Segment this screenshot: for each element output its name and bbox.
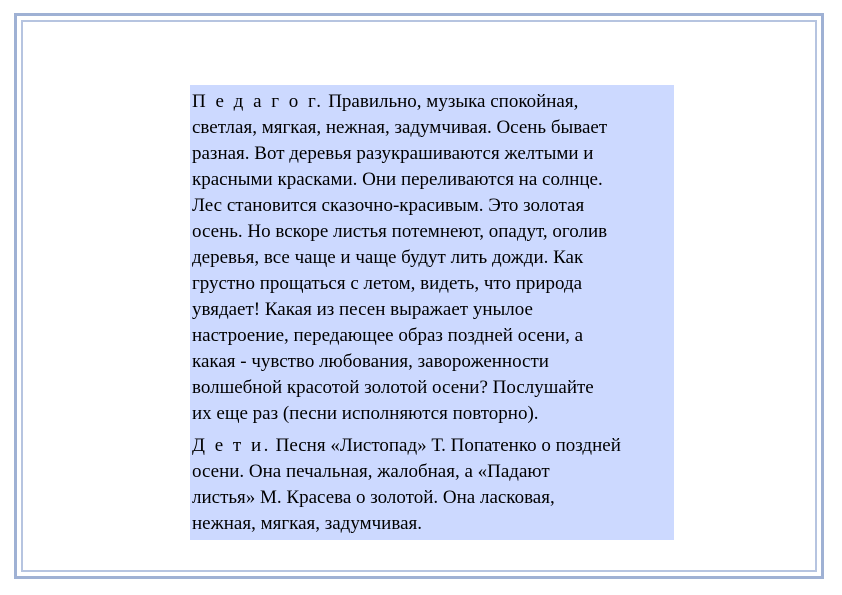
- text-line: разная. Вот деревья разукрашиваются желтыми и: [192, 143, 594, 164]
- text-line: грустно прощаться с летом, видеть, что природа: [192, 273, 583, 294]
- paragraph-teacher: [192, 89, 674, 427]
- text-line: красными красками. Они переливаются на солнце.: [192, 169, 603, 190]
- paragraph-children: [192, 433, 674, 537]
- speaker-label: Д е т и.: [192, 435, 271, 456]
- text-line: осени. Она печальная, жалобная, а «Падают: [192, 461, 550, 482]
- line-text: Правильно, музыка спокойная,: [323, 91, 579, 112]
- text-line: осень. Но вскоре листья потемнеют, опадут, оголив: [192, 221, 608, 242]
- text-line: какая - чувство любования, завороженности: [192, 351, 549, 372]
- line-text: Песня «Листопад» Т. Попатенко о поздней: [270, 435, 621, 456]
- text-line: [192, 433, 674, 459]
- text-line: нежная, мягкая, задумчивая.: [192, 513, 422, 534]
- text-line: волшебной красотой золотой осени? Послушайте: [192, 377, 594, 398]
- text-line: Лес становится сказочно-красивым. Это золотая: [192, 195, 585, 216]
- text-line: их еще раз (песни исполняются повторно).: [192, 403, 539, 424]
- text-line: увядает! Какая из песен выражает унылое: [192, 299, 533, 320]
- text-line: листья» М. Красева о золотой. Она ласковая,: [192, 487, 555, 508]
- speaker-label: П е д а г о г.: [192, 91, 324, 112]
- text-line: настроение, передающее образ поздней осени, а: [192, 325, 584, 346]
- text-line: [192, 89, 674, 115]
- text-block: [190, 85, 674, 540]
- text-line: деревья, все чаще и чаще будут лить дожди. Как: [192, 247, 584, 268]
- text-line: светлая, мягкая, нежная, задумчивая. Осень бывает: [192, 117, 608, 138]
